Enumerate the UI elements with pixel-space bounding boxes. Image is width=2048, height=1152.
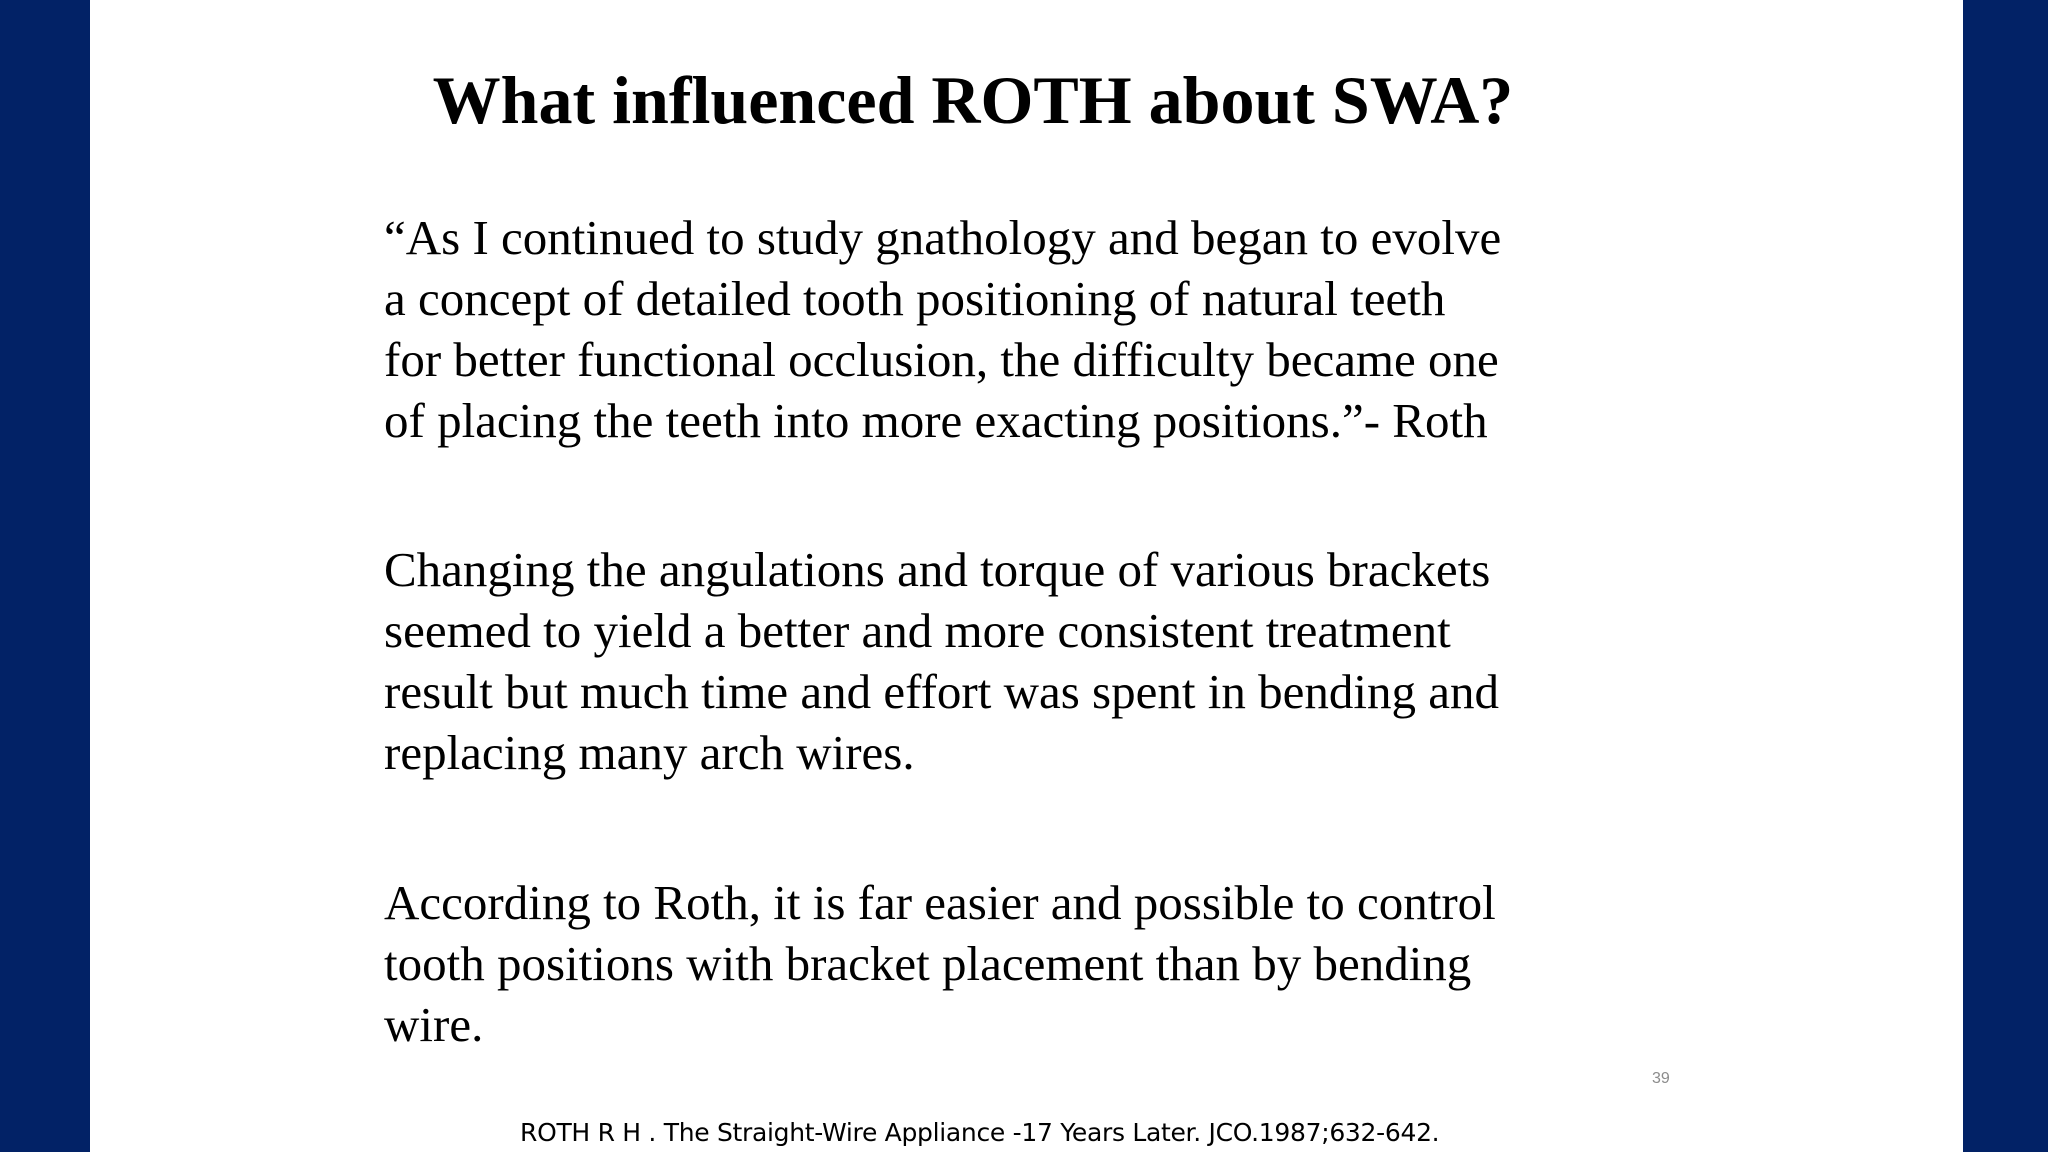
quote-line: for better functional occlusion, the difficulty became one bbox=[384, 332, 1499, 387]
citation: ROTH R H . The Straight-Wire Appliance -17 Years Later. JCO.1987;632-642. bbox=[520, 1118, 1440, 1147]
quote-line: a concept of detailed tooth positioning of natural teeth bbox=[384, 271, 1446, 326]
angulation-paragraph bbox=[384, 539, 1604, 783]
paragraph-line: replacing many arch wires. bbox=[384, 725, 915, 780]
quote-line: “As I continued to study gnathology and began to evolve bbox=[384, 210, 1502, 265]
slide bbox=[90, 0, 1963, 1152]
slide-number: 39 bbox=[1652, 1070, 1670, 1087]
paragraph-line: wire. bbox=[384, 997, 484, 1052]
quote-line: of placing the teeth into more exacting positions.”- Roth bbox=[384, 393, 1488, 448]
paragraph-line: result but much time and effort was spent in bending and bbox=[384, 664, 1499, 719]
paragraph-line: tooth positions with bracket placement than by bending bbox=[384, 936, 1472, 991]
slide-title: What influenced ROTH about SWA? bbox=[432, 62, 1514, 138]
bracket-placement-paragraph bbox=[384, 872, 1604, 1055]
quote-paragraph bbox=[384, 207, 1604, 451]
paragraph-line: Changing the angulations and torque of various brackets bbox=[384, 542, 1491, 597]
paragraph-line: According to Roth, it is far easier and possible to control bbox=[384, 875, 1496, 930]
paragraph-line: seemed to yield a better and more consistent treatment bbox=[384, 603, 1451, 658]
